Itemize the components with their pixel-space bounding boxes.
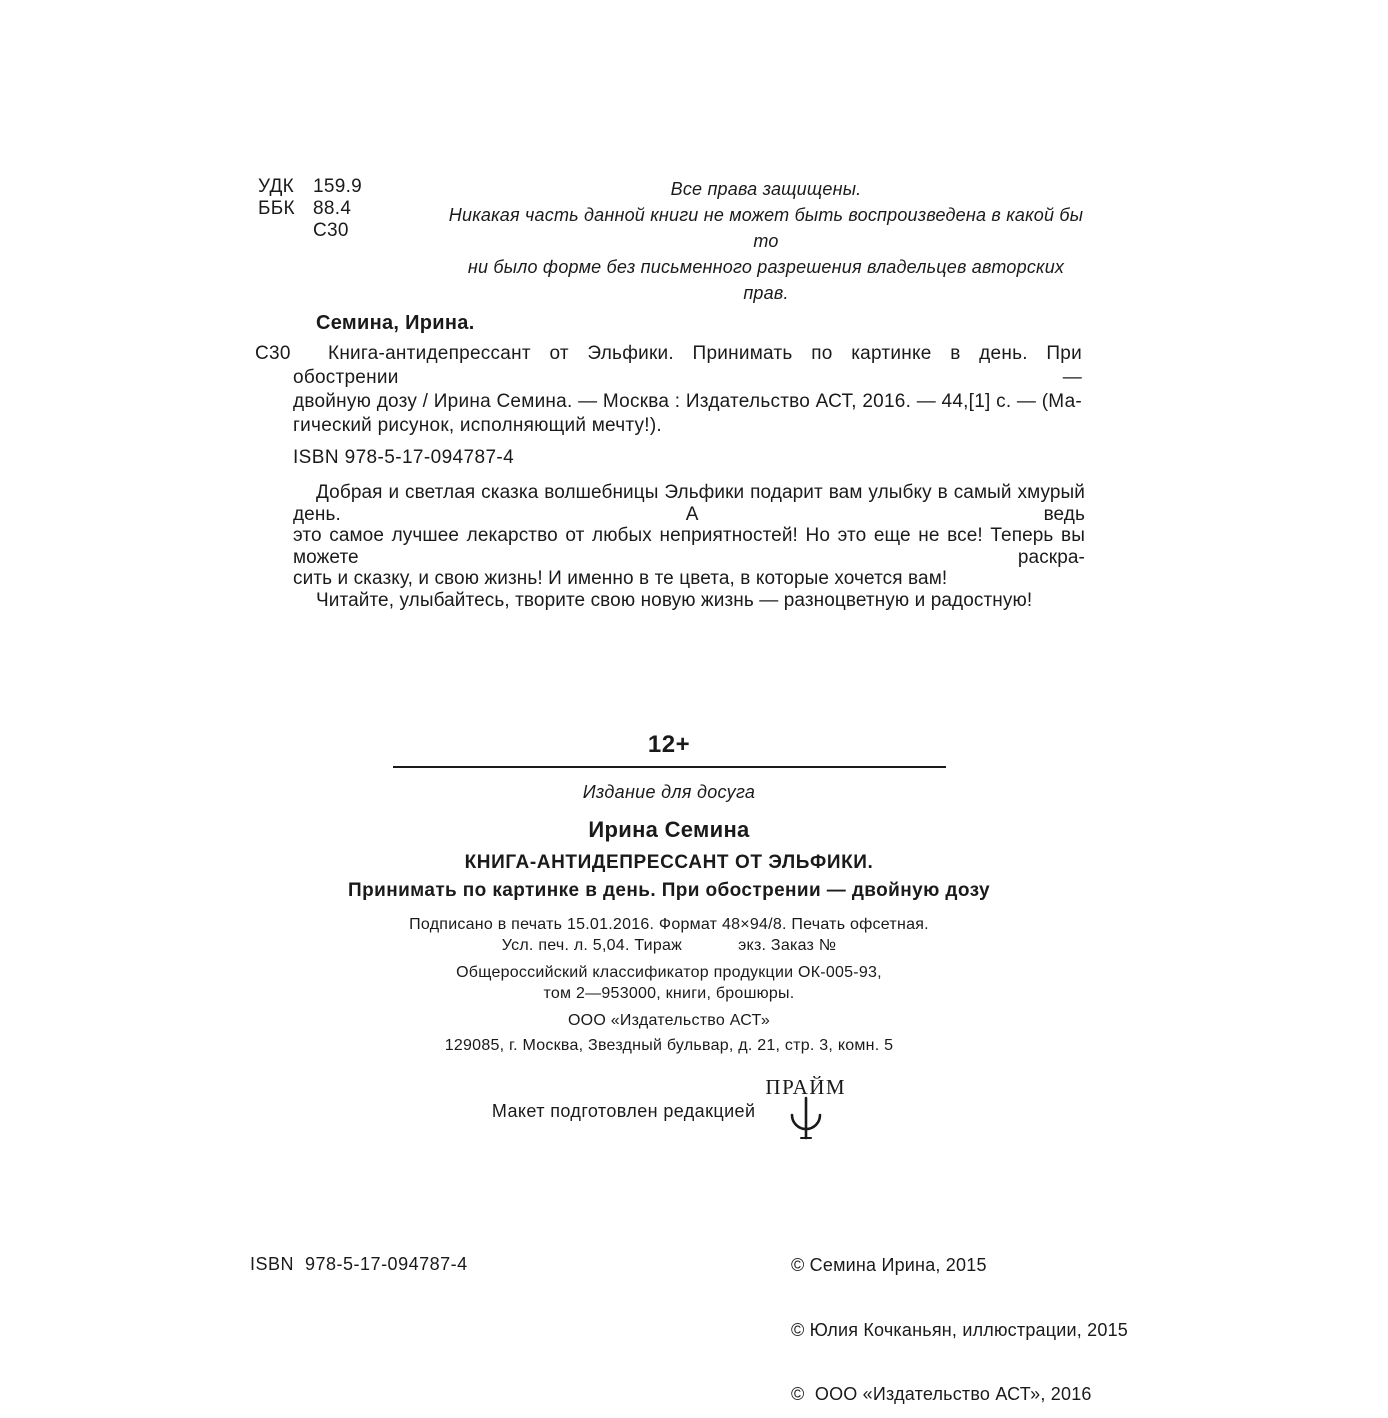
classification-codes: [258, 176, 362, 242]
bbk-row: [258, 198, 362, 220]
isbn-top: ISBN 978-5-17-094787-4: [293, 447, 515, 468]
divider-line: [393, 766, 946, 768]
annotation-line-1: Добрая и светлая сказка волшебницы Эльфики подарит вам улыбку в самый хмурый день. А ведь: [293, 482, 1085, 525]
classifier-line-2: том 2—953000, книги, брошюры.: [543, 985, 795, 1002]
catalog-entry-line-3: гический рисунок, исполняющий мечту!).: [293, 415, 662, 436]
catalog-author: Семина, Ирина.: [316, 312, 475, 334]
maket-text: Макет подготовлен редакцией: [491, 1101, 756, 1121]
udk-label: УДК: [258, 176, 295, 197]
udk-value: 159.9: [313, 176, 363, 197]
book-subtitle: Принимать по картинке в день. При обострении — двойную дозу: [348, 880, 990, 901]
copyright-illustrator: © Юлия Кочканьян, иллюстрации, 2015: [791, 1319, 1129, 1340]
bbk-value: 88.4: [313, 198, 352, 219]
header-code: С30: [313, 220, 349, 241]
prime-logo-text: ПРАЙМ: [765, 1075, 847, 1099]
annotation-line-3: сить и сказку, и свою жизнь! И именно в те цвета, в которые хочется вам!: [293, 568, 948, 589]
print-line-2-left: Усл. печ. л. 5,04. Тираж: [501, 937, 683, 954]
edition-type: Издание для досуга: [582, 782, 756, 802]
copyright-author: © Семина Ирина, 2015: [791, 1255, 987, 1275]
publisher-name: ООО «Издательство АСТ»: [567, 1012, 771, 1029]
classifier-line-1: Общероссийский классификатор продукции ОК-005-93,: [456, 964, 882, 981]
copyright-block: [791, 1212, 1128, 1418]
book-title: КНИГА-АНТИДЕПРЕССАНТ ОТ ЭЛЬФИКИ.: [464, 852, 874, 873]
catalog-entry: [293, 342, 1082, 438]
copyright-publisher: © ООО «Издательство АСТ», 2016: [791, 1384, 1092, 1404]
prime-psi-icon: [787, 1096, 825, 1142]
imprint-column: [284, 731, 1054, 1142]
annotation-closing: Читайте, улыбайтесь, творите свою новую жизнь — разноцветную и радостную!: [316, 589, 1033, 611]
code-spacer: [258, 220, 313, 242]
maket-row: [284, 1075, 1054, 1142]
printing-info: [284, 914, 1054, 1056]
annotation: [293, 482, 1085, 611]
rights-line-2: Никакая часть данной книги не может быть воспроизведена в какой бы то: [448, 205, 1084, 251]
age-rating: 12+: [647, 731, 691, 758]
imprint-author: Ирина Семина: [588, 817, 750, 842]
catalog-card: [255, 312, 1087, 611]
catalog-code: С30: [255, 343, 291, 364]
catalog-entry-row: [255, 342, 1087, 438]
bbk-label: ББК: [258, 198, 295, 219]
isbn-bottom: ISBN 978-5-17-094787-4: [250, 1254, 468, 1274]
catalog-entry-line-1: Книга-антидепрессант от Эльфики. Принимать по картинке в день. При обострении —: [293, 343, 1082, 388]
print-line-1: Подписано в печать 15.01.2016. Формат 48×94/8. Печать офсетная.: [409, 916, 929, 933]
rights-notice: [446, 176, 1086, 306]
code-row: [258, 220, 362, 242]
prime-logo: [765, 1075, 846, 1142]
annotation-line-2: это самое лучшее лекарство от любых неприятностей! Но это еще не все! Теперь вы можете раскра-: [293, 525, 1085, 568]
print-line-2: [284, 935, 1054, 956]
print-line-2-right: экз. Заказ №: [738, 937, 837, 954]
rights-line-3: ни было форме без письменного разрешения владельцев авторских прав.: [467, 257, 1065, 303]
catalog-entry-line-2: двойную дозу / Ирина Семина. — Москва : Издательство АСТ, 2016. — 44,[1] с. — (Ма-: [293, 391, 1082, 412]
rights-line-1: Все права защищены.: [670, 179, 862, 199]
publisher-address: 129085, г. Москва, Звездный бульвар, д. 21, стр. 3, комн. 5: [444, 1037, 894, 1054]
udk-row: [258, 176, 362, 198]
